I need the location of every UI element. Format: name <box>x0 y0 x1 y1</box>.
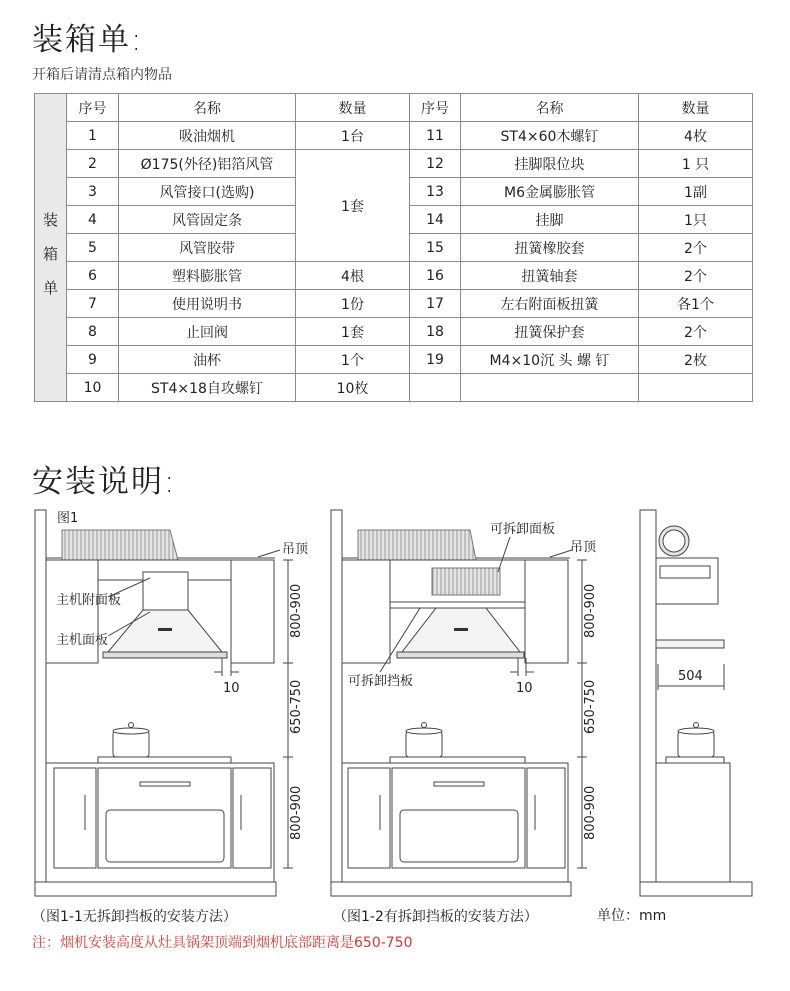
hood-bottom-side <box>656 640 724 648</box>
caption-figure-1-2: （图1-2有拆卸挡板的安装方法） <box>333 909 538 925</box>
figure-1-2 <box>331 510 587 896</box>
removable-baffle-label: 可拆卸挡板 <box>348 674 414 689</box>
table-cell: 1个 <box>296 346 410 374</box>
table-cell: M4×10沉 头 螺 钉 <box>461 346 639 374</box>
base-door-right <box>233 768 271 868</box>
side-view <box>640 510 752 896</box>
table-cell: 4 <box>67 206 119 234</box>
table-cell: 18 <box>410 318 461 346</box>
floor <box>640 882 752 896</box>
table-cell: 1副 <box>639 178 753 206</box>
dim-middle-label: 650-750 <box>289 679 304 734</box>
merged-quantity-cell: 1套 <box>296 150 410 262</box>
table-cell: 12 <box>410 150 461 178</box>
table-cell: 扭簧保护套 <box>461 318 639 346</box>
oven-window <box>106 810 224 862</box>
base-cabinet <box>342 763 568 883</box>
dim-lower-label: 800-900 <box>583 785 598 840</box>
table-cell: M6金属膨胀管 <box>461 178 639 206</box>
dim-upper-label: 800-900 <box>583 583 598 638</box>
table-cell: 各1个 <box>639 290 753 318</box>
floor <box>331 882 571 896</box>
table-cell: 油杯 <box>119 346 296 374</box>
base-door-left <box>54 768 96 868</box>
table-cell: 扭簧橡胶套 <box>461 234 639 262</box>
table-cell: 风管固定条 <box>119 206 296 234</box>
oven <box>392 768 525 868</box>
table-cell: 左右附面板扭簧 <box>461 290 639 318</box>
dim-middle-label: 650-750 <box>583 679 598 734</box>
header-cell: 名称 <box>119 94 296 122</box>
base-cabinet <box>46 763 274 883</box>
unit-label: 单位：mm <box>597 908 667 924</box>
table-cell: 1 只 <box>639 150 753 178</box>
aux-panel-label: 主机附面板 <box>56 593 122 608</box>
packing-title: 装箱单: <box>32 22 144 58</box>
side-label: 装 箱 单 <box>35 94 67 402</box>
table-cell: 挂脚限位块 <box>461 150 639 178</box>
ceiling-label: 吊顶 <box>282 542 309 557</box>
upper-cabinet-side <box>656 558 718 604</box>
stove-top <box>98 757 231 763</box>
table-cell: 1 <box>67 122 119 150</box>
hood-bottom <box>397 652 524 658</box>
table-cell: 塑料膨胀管 <box>119 262 296 290</box>
table-cell: 5 <box>67 234 119 262</box>
table-cell: 10枚 <box>296 374 410 402</box>
table-cell: 使用说明书 <box>119 290 296 318</box>
install-title: 安装说明: <box>32 464 177 500</box>
table-cell: 1份 <box>296 290 410 318</box>
table-cell: 止回阀 <box>119 318 296 346</box>
table-cell: 扭簧轴套 <box>461 262 639 290</box>
hood-side <box>660 566 710 578</box>
table-cell: 4根 <box>296 262 410 290</box>
table-cell: 1台 <box>296 122 410 150</box>
oven-handle <box>140 782 190 786</box>
figure-1-1 <box>35 510 293 896</box>
table-cell: 19 <box>410 346 461 374</box>
table-cell: 15 <box>410 234 461 262</box>
table-cell: 吸油烟机 <box>119 122 296 150</box>
header-cell: 名称 <box>461 94 639 122</box>
ceiling-label: 吊顶 <box>570 540 597 555</box>
table-cell: 9 <box>67 346 119 374</box>
pot <box>406 731 442 757</box>
installation-note: 注：烟机安装高度从灶具锅架顶端到烟机底部距离是650-750 <box>32 935 413 951</box>
table-cell: 11 <box>410 122 461 150</box>
hood-bottom <box>103 652 227 658</box>
dim-lower-label: 800-900 <box>289 785 304 840</box>
hood-logo <box>454 628 468 631</box>
duct <box>358 530 476 560</box>
packing-subtitle: 开箱后请清点箱内物品 <box>32 67 172 83</box>
table-cell: ST4×18自攻螺钉 <box>119 374 296 402</box>
removable-baffle <box>390 602 525 608</box>
caption-figure-1-1: （图1-1无拆卸挡板的安装方法） <box>32 909 237 925</box>
upper-cabinet-right <box>231 560 274 663</box>
base-door-left <box>348 768 390 868</box>
stove-top <box>390 757 525 763</box>
table-cell: 7 <box>67 290 119 318</box>
floor <box>35 882 276 896</box>
header-cell: 序号 <box>67 94 119 122</box>
table-cell: 2枚 <box>639 346 753 374</box>
pot <box>113 731 149 757</box>
wall <box>331 510 342 882</box>
main-panel-label: 主机面板 <box>56 633 109 648</box>
base-door-right <box>527 768 565 868</box>
table-cell: 13 <box>410 178 461 206</box>
table-cell: 风管接口(选购) <box>119 178 296 206</box>
duct <box>62 530 178 560</box>
table-cell: 8 <box>67 318 119 346</box>
upper-cabinet-right <box>525 560 568 663</box>
depth-label: 504 <box>678 669 703 684</box>
gap-label: 10 <box>223 681 240 696</box>
header-cell: 数量 <box>639 94 753 122</box>
removable-panel-label: 可拆卸面板 <box>490 522 556 537</box>
gap-label: 10 <box>516 681 533 696</box>
table-cell: 16 <box>410 262 461 290</box>
dim-upper-label: 800-900 <box>289 583 304 638</box>
table-cell: 10 <box>67 374 119 402</box>
wall <box>35 510 46 882</box>
table-cell: 14 <box>410 206 461 234</box>
table-cell: ST4×60木螺钉 <box>461 122 639 150</box>
table-cell: Ø175(外径)铝箔风管 <box>119 150 296 178</box>
pot <box>678 731 714 757</box>
table-cell: 风管胶带 <box>119 234 296 262</box>
table-cell: 6 <box>67 262 119 290</box>
wall <box>640 510 656 882</box>
table-cell: 2个 <box>639 262 753 290</box>
header-cell: 数量 <box>296 94 410 122</box>
hood-logo <box>158 628 172 631</box>
table-cell: 挂脚 <box>461 206 639 234</box>
upper-cabinet-left <box>342 560 390 663</box>
figure-label: 图1 <box>57 511 79 526</box>
table-cell: 4枚 <box>639 122 753 150</box>
table-cell: 17 <box>410 290 461 318</box>
duct-inner <box>432 568 500 595</box>
table-cell: 2个 <box>639 234 753 262</box>
table-cell: 2 <box>67 150 119 178</box>
base-cabinet-side <box>656 763 730 883</box>
stove-top <box>666 757 724 763</box>
oven <box>98 768 231 868</box>
table-cell: 1套 <box>296 318 410 346</box>
table-cell: 1只 <box>639 206 753 234</box>
table-cell: 3 <box>67 178 119 206</box>
header-cell: 序号 <box>410 94 461 122</box>
table-cell: 2个 <box>639 318 753 346</box>
